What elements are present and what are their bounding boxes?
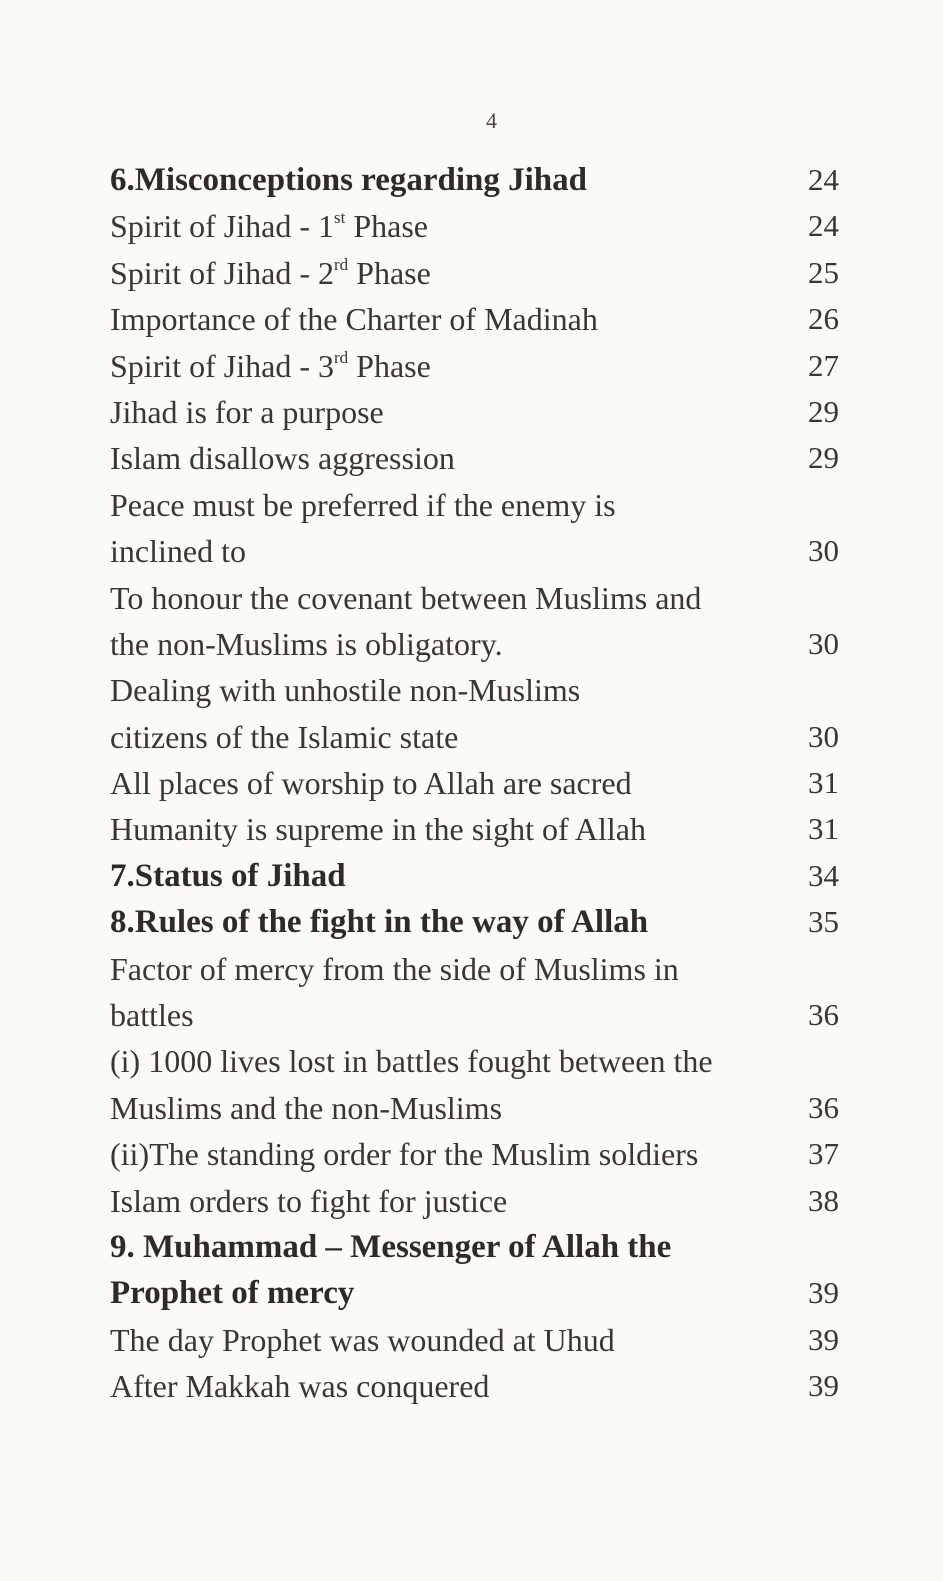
toc-entry-title: [110, 1368, 489, 1404]
title-text: Phase: [348, 347, 431, 384]
toc-entry-title: [110, 440, 455, 476]
toc-entry: [110, 389, 870, 435]
toc-page-number: 36: [808, 997, 839, 1033]
title-text: Spirit of Jihad - 3: [110, 347, 334, 384]
toc-entry-title: [110, 1090, 502, 1126]
toc-page-number: 29: [808, 393, 839, 429]
title-text: battles: [110, 997, 194, 1034]
title-text: 8.Rules of the fight in the way of Allah: [110, 904, 649, 941]
toc-entry: [110, 1131, 870, 1177]
toc-entry: [110, 1317, 870, 1363]
toc-entry: [110, 1178, 870, 1224]
toc-page-number: 24: [808, 162, 839, 197]
toc-entry-title: [110, 672, 580, 708]
title-text: Factor of mercy from the side of Muslims in: [110, 950, 679, 987]
toc-page-number: 39: [808, 1368, 839, 1404]
toc-entry: [110, 946, 870, 992]
title-text: the non-Muslims is obligatory.: [110, 625, 503, 662]
ordinal-suffix: rd: [333, 347, 349, 367]
table-of-contents: [110, 157, 870, 1410]
toc-page-number: 27: [808, 347, 839, 383]
toc-page-number: 39: [808, 1275, 839, 1311]
toc-entry: [110, 296, 870, 342]
toc-page-number: 38: [808, 1182, 839, 1218]
toc-page-number: 30: [808, 533, 839, 569]
toc-entry-title: [110, 394, 384, 430]
toc-entry-title: [110, 580, 701, 616]
title-text: 6.Misconceptions regarding Jihad: [110, 162, 588, 198]
toc-page-number: 29: [808, 440, 839, 476]
toc-entry: [110, 343, 870, 389]
toc-entry-title: [110, 1275, 354, 1311]
toc-entry-title: [110, 162, 587, 198]
toc-entry-title: [110, 1322, 615, 1358]
title-text: Islam disallows aggression: [110, 440, 455, 477]
toc-entry-title: [110, 951, 679, 987]
title-text: Humanity is supreme in the sight of Allah: [110, 811, 646, 848]
toc-entry-title: [110, 533, 246, 569]
toc-entry: [110, 621, 870, 667]
toc-entry: [110, 203, 870, 249]
title-text: Phase: [348, 254, 431, 291]
toc-entry: [110, 250, 870, 296]
toc-entry: [110, 575, 870, 621]
toc-entry: [110, 482, 870, 528]
title-text: Muslims and the non-Muslims: [110, 1089, 503, 1126]
title-text: Importance of the Charter of Madinah: [110, 301, 598, 338]
title-text: 9. Muhammad – Messenger of Allah the: [110, 1228, 672, 1265]
toc-entry-title: [110, 626, 503, 662]
toc-page-number: 31: [808, 765, 839, 801]
toc-page-number: 35: [808, 904, 839, 940]
toc-entry: [110, 760, 870, 806]
toc-entry-title: [110, 1136, 698, 1172]
title-text: Peace must be preferred if the enemy is: [110, 486, 616, 523]
toc-entry: [110, 1038, 870, 1084]
toc-page-number: 31: [808, 811, 839, 847]
toc-entry-title: [110, 1043, 713, 1079]
toc-chapter-heading: [110, 853, 870, 899]
title-text: 7.Status of Jihad: [110, 857, 346, 894]
title-text: Jihad is for a purpose: [110, 393, 384, 430]
toc-entry-title: [110, 811, 646, 847]
toc-page-number: 30: [808, 718, 839, 754]
title-text: Phase: [345, 208, 428, 245]
title-text: To honour the covenant between Muslims and: [110, 579, 702, 616]
title-text: Prophet of mercy: [110, 1275, 355, 1312]
toc-entry: [110, 528, 870, 574]
toc-page-number: 36: [808, 1089, 839, 1125]
toc-entry-title: [110, 255, 431, 291]
toc-chapter-heading: [110, 899, 870, 945]
toc-entry: [110, 435, 870, 481]
toc-page-number: 37: [808, 1136, 839, 1172]
toc-entry-title: [110, 348, 431, 384]
toc-entry-title: [110, 904, 648, 940]
toc-page-number: 39: [808, 1321, 839, 1357]
toc-entry: [110, 1085, 870, 1131]
title-text: The day Prophet was wounded at Uhud: [110, 1321, 615, 1358]
toc-entry-title: [110, 301, 598, 337]
toc-entry: [110, 806, 870, 852]
toc-entry-title: [110, 765, 632, 801]
toc-page-number: 25: [808, 254, 839, 290]
toc-entry-title: [110, 208, 428, 244]
title-text: Dealing with unhostile non-Muslims: [110, 672, 581, 709]
title-text: (ii)The standing order for the Muslim soldiers: [110, 1136, 699, 1173]
title-text: inclined to: [110, 533, 246, 570]
toc-entry: [110, 992, 870, 1038]
toc-entry-title: [110, 997, 194, 1033]
toc-page-number: 34: [808, 857, 839, 893]
title-text: After Makkah was conquered: [110, 1368, 490, 1405]
toc-entry: [110, 714, 870, 760]
toc-entry: [110, 1363, 870, 1409]
toc-entry-title: [110, 487, 616, 523]
toc-chapter-heading: [110, 1224, 870, 1270]
title-text: Islam orders to fight for justice: [110, 1182, 508, 1219]
toc-entry-title: [110, 719, 458, 755]
toc-page-number: 24: [808, 208, 839, 244]
toc-entry: [110, 667, 870, 713]
toc-entry-title: [110, 1229, 671, 1265]
title-text: All places of worship to Allah are sacred: [110, 765, 632, 802]
toc-page-number: 26: [808, 301, 839, 337]
toc-chapter-heading: [110, 1270, 870, 1316]
ordinal-suffix: rd: [333, 254, 349, 274]
title-text: (i) 1000 lives lost in battles fought between the: [110, 1043, 713, 1080]
toc-page-number: 30: [808, 625, 839, 661]
ordinal-suffix: st: [333, 208, 346, 228]
toc-entry-title: [110, 1183, 507, 1219]
toc-entry-title: [110, 858, 346, 894]
title-text: citizens of the Islamic state: [110, 718, 459, 755]
title-text: Spirit of Jihad - 1: [110, 208, 334, 245]
toc-chapter-heading: [110, 157, 870, 203]
title-text: Spirit of Jihad - 2: [110, 254, 334, 291]
page-number: 4: [486, 108, 497, 133]
